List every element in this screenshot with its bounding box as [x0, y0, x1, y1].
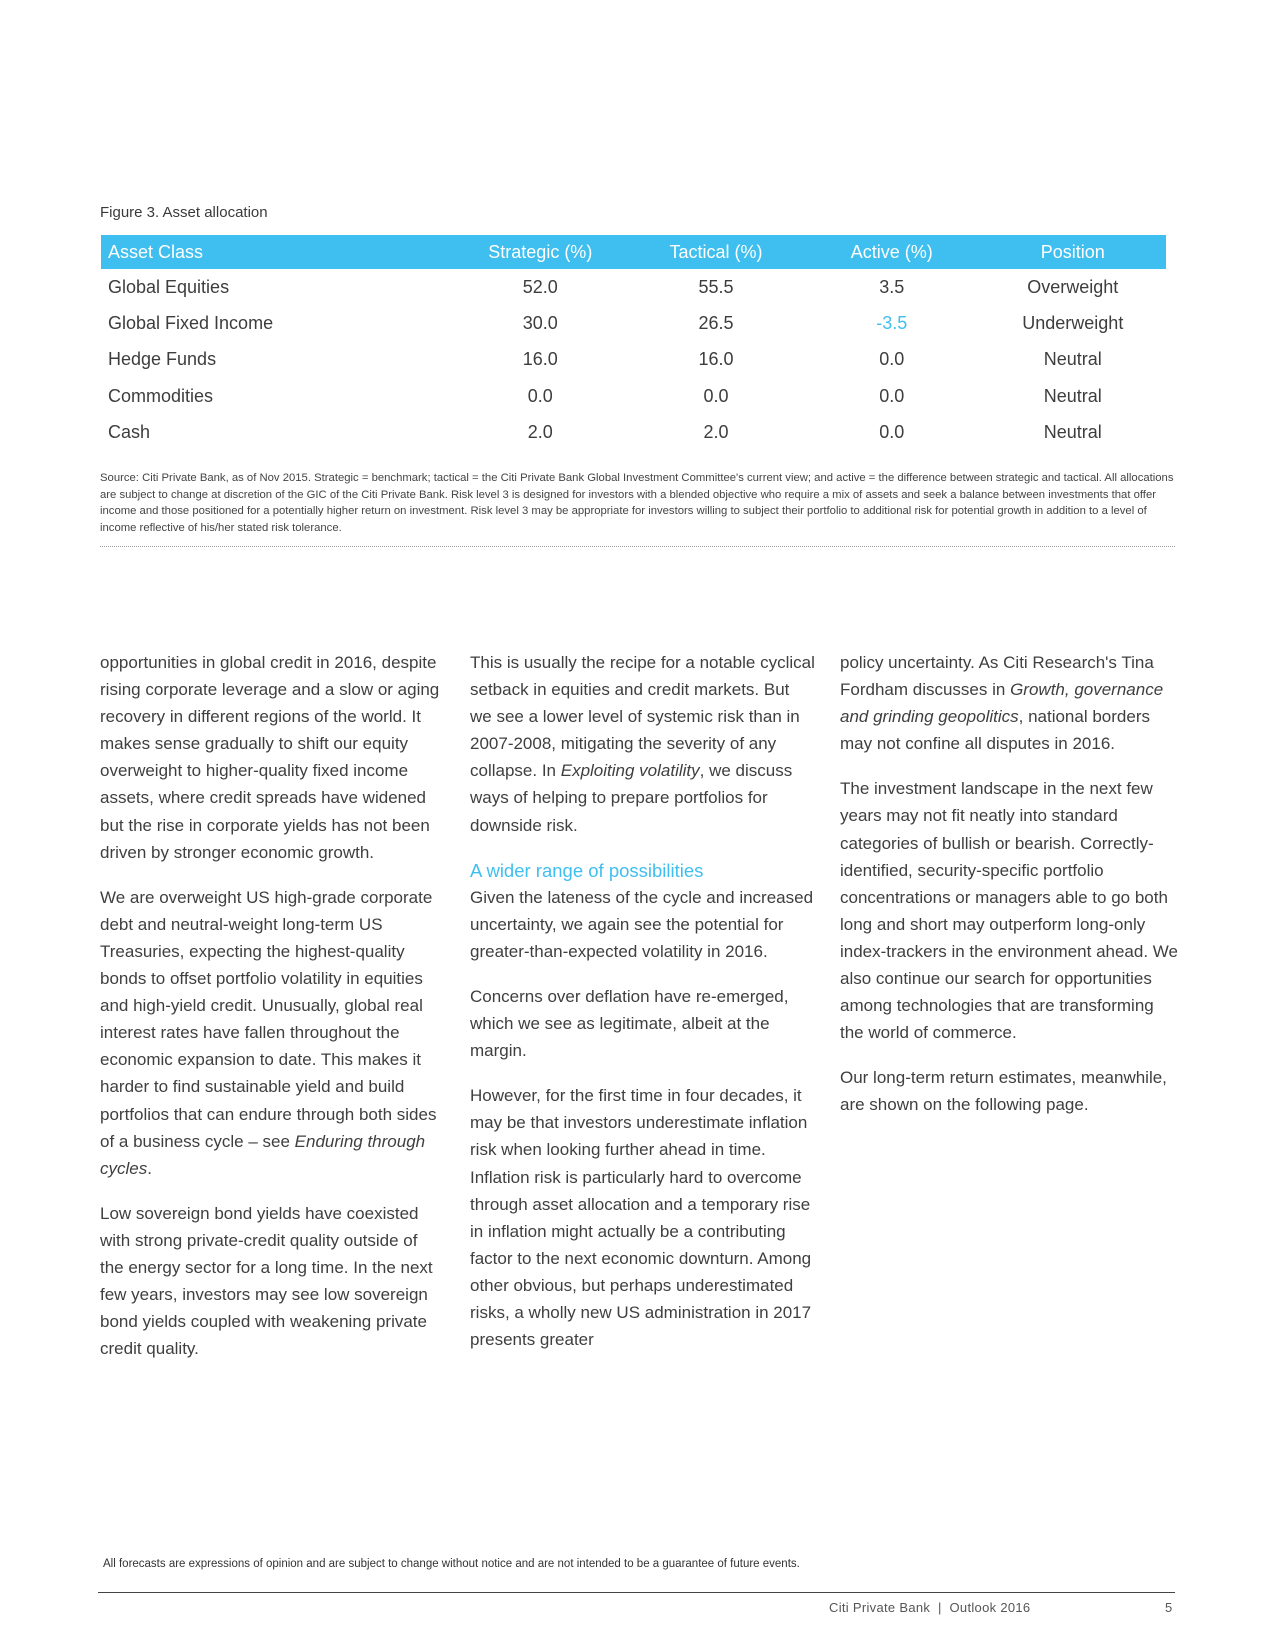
- paragraph: Low sovereign bond yields have coexisted with strong private-credit quality outside of the energy sector for a long time. In the next few years, investors may see low sovereign bond yields coupled with weakening private credit quality.: [100, 1203, 433, 1359]
- cell-active-negative: -3.5: [876, 313, 908, 334]
- cell-tactical: 26.5: [698, 313, 734, 334]
- cell-strategic: 30.0: [522, 313, 558, 334]
- publication-reference: Enduring through cycles: [100, 1131, 426, 1178]
- table-row: [101, 378, 1166, 414]
- cell-strategic: 16.0: [522, 349, 558, 370]
- cell-active: 0.0: [879, 385, 905, 406]
- forecast-disclaimer: All forecasts are expressions of opinion and are subject to change without notice and are not intended to be a guarantee of future events.: [103, 1558, 800, 1570]
- cell-tactical: 16.0: [698, 349, 734, 370]
- cell-position: Underweight: [1022, 313, 1124, 334]
- paragraph: Given the lateness of the cycle and increased uncertainty, we again see the potential for greater-than-expected volatility in 2016.: [470, 887, 814, 961]
- publication-reference: Growth, governance and grinding geopolitics: [840, 680, 1164, 727]
- body-column-1: [100, 649, 445, 1380]
- figure-source-note: Source: Citi Private Bank, as of Nov 2015. Strategic = benchmark; tactical = the Citi Private Bank Global Investment Committee's current view; and active = the difference between strategic and tactical. All allocations are subject to change at discretion of the GIC of the Citi Private Bank. Risk level 3 is designed for investors with a blended objective who require a mix of assets and seek a balance between investments that offer income and those positioned for a potentially higher return on investment. Risk level 3 may be appropriate for investors willing to subject their portfolio to additional risk for potential growth in addition to a level of income reflective of his/her stated risk tolerance.: [100, 470, 1175, 547]
- body-column-3: [840, 649, 1180, 1137]
- page-number: 5: [1165, 1600, 1173, 1615]
- paragraph: The investment landscape in the next few years may not fit neatly into standard categories of bullish or bearish. Correctly-identified, security-specific portfolio concentrations or managers able to go both long and short may outperform long-only index-trackers in the environment ahead. We also continue our search for opportunities among technologies that are transforming the world of commerce.: [840, 779, 1178, 1043]
- cell-tactical: 55.5: [698, 276, 734, 297]
- table-row: [101, 415, 1166, 451]
- figure-title: Figure 3. Asset allocation: [100, 204, 268, 221]
- table-row: [101, 342, 1166, 378]
- cell-active: 0.0: [879, 349, 905, 370]
- cell-tactical: 0.0: [703, 385, 729, 406]
- paragraph: policy uncertainty. As Citi Research's Tina Fordham discusses in Growth, governance and grinding geopolitics, national borders may not confine all disputes in 2016.: [840, 653, 1164, 754]
- cell-position: Neutral: [1043, 349, 1102, 370]
- table-row: [101, 305, 1166, 341]
- cell-active: 0.0: [879, 422, 905, 443]
- cell-tactical: 2.0: [703, 422, 729, 443]
- body-column-2: [470, 649, 815, 1371]
- paragraph: opportunities in global credit in 2016, despite rising corporate leverage and a slow or aging recovery in different regions of the world. It makes sense gradually to shift our equity overweight to higher-quality fixed income assets, where credit spreads have widened but the rise in corporate yields has not been driven by stronger economic growth.: [100, 653, 440, 862]
- cell-asset-class: Global Fixed Income: [108, 313, 274, 334]
- table-header-row: [101, 235, 1166, 269]
- cell-asset-class: Hedge Funds: [108, 349, 217, 370]
- cell-strategic: 52.0: [522, 276, 558, 297]
- column-header-strategic: Strategic (%): [452, 235, 628, 269]
- column-header-tactical: Tactical (%): [628, 235, 804, 269]
- table-row: [101, 269, 1166, 305]
- paragraph: We are overweight US high-grade corporate debt and neutral-weight long-term US Treasuries, expecting the highest-quality bonds to offset portfolio volatility in equities and high-yield credit. Unusually, global real interest rates have fallen throughout the economic expansion to date. This makes it harder to find sustainable yield and build portfolios that can endure through both sides of a business cycle – see Enduring through cycles.: [100, 887, 437, 1178]
- paragraph: This is usually the recipe for a notable cyclical setback in equities and credit markets. But we see a lower level of systemic risk than in 2007-2008, mitigating the severity of any collapse. In Exploiting volatility, we discuss ways of helping to prepare portfolios for downside risk.: [470, 653, 815, 835]
- column-header-active: Active (%): [804, 235, 980, 269]
- cell-strategic: 0.0: [527, 385, 553, 406]
- column-header-position: Position: [980, 235, 1166, 269]
- cell-active: 3.5: [879, 276, 905, 297]
- paragraph: Our long-term return estimates, meanwhile, are shown on the following page.: [840, 1068, 1167, 1115]
- cell-asset-class: Cash: [108, 422, 151, 443]
- cell-asset-class: Global Equities: [108, 276, 230, 297]
- footer-divider: [98, 1592, 1175, 1593]
- cell-position: Overweight: [1027, 276, 1119, 297]
- section-heading: A wider range of possibilities: [470, 859, 704, 881]
- cell-position: Neutral: [1043, 385, 1102, 406]
- publication-reference: Exploiting volatility: [560, 761, 700, 781]
- cell-position: Neutral: [1043, 422, 1102, 443]
- cell-strategic: 2.0: [527, 422, 553, 443]
- asset-allocation-table: [101, 235, 1166, 451]
- column-header-asset-class: Asset Class: [101, 235, 452, 269]
- paragraph: Concerns over deflation have re-emerged, which we see as legitimate, albeit at the margin.: [470, 986, 789, 1061]
- cell-asset-class: Commodities: [108, 385, 214, 406]
- paragraph: However, for the first time in four decades, it may be that investors underestimate inflation risk when looking further ahead in time. Inflation risk is particularly hard to overcome through asset allocation and a temporary rise in inflation might actually be a contributing factor to the next economic downturn. Among other obvious, but perhaps underestimated risks, a wholly new US administration in 2017 presents greater: [470, 1086, 812, 1350]
- footer-publication: Citi Private Bank | Outlook 2016: [829, 1600, 1031, 1615]
